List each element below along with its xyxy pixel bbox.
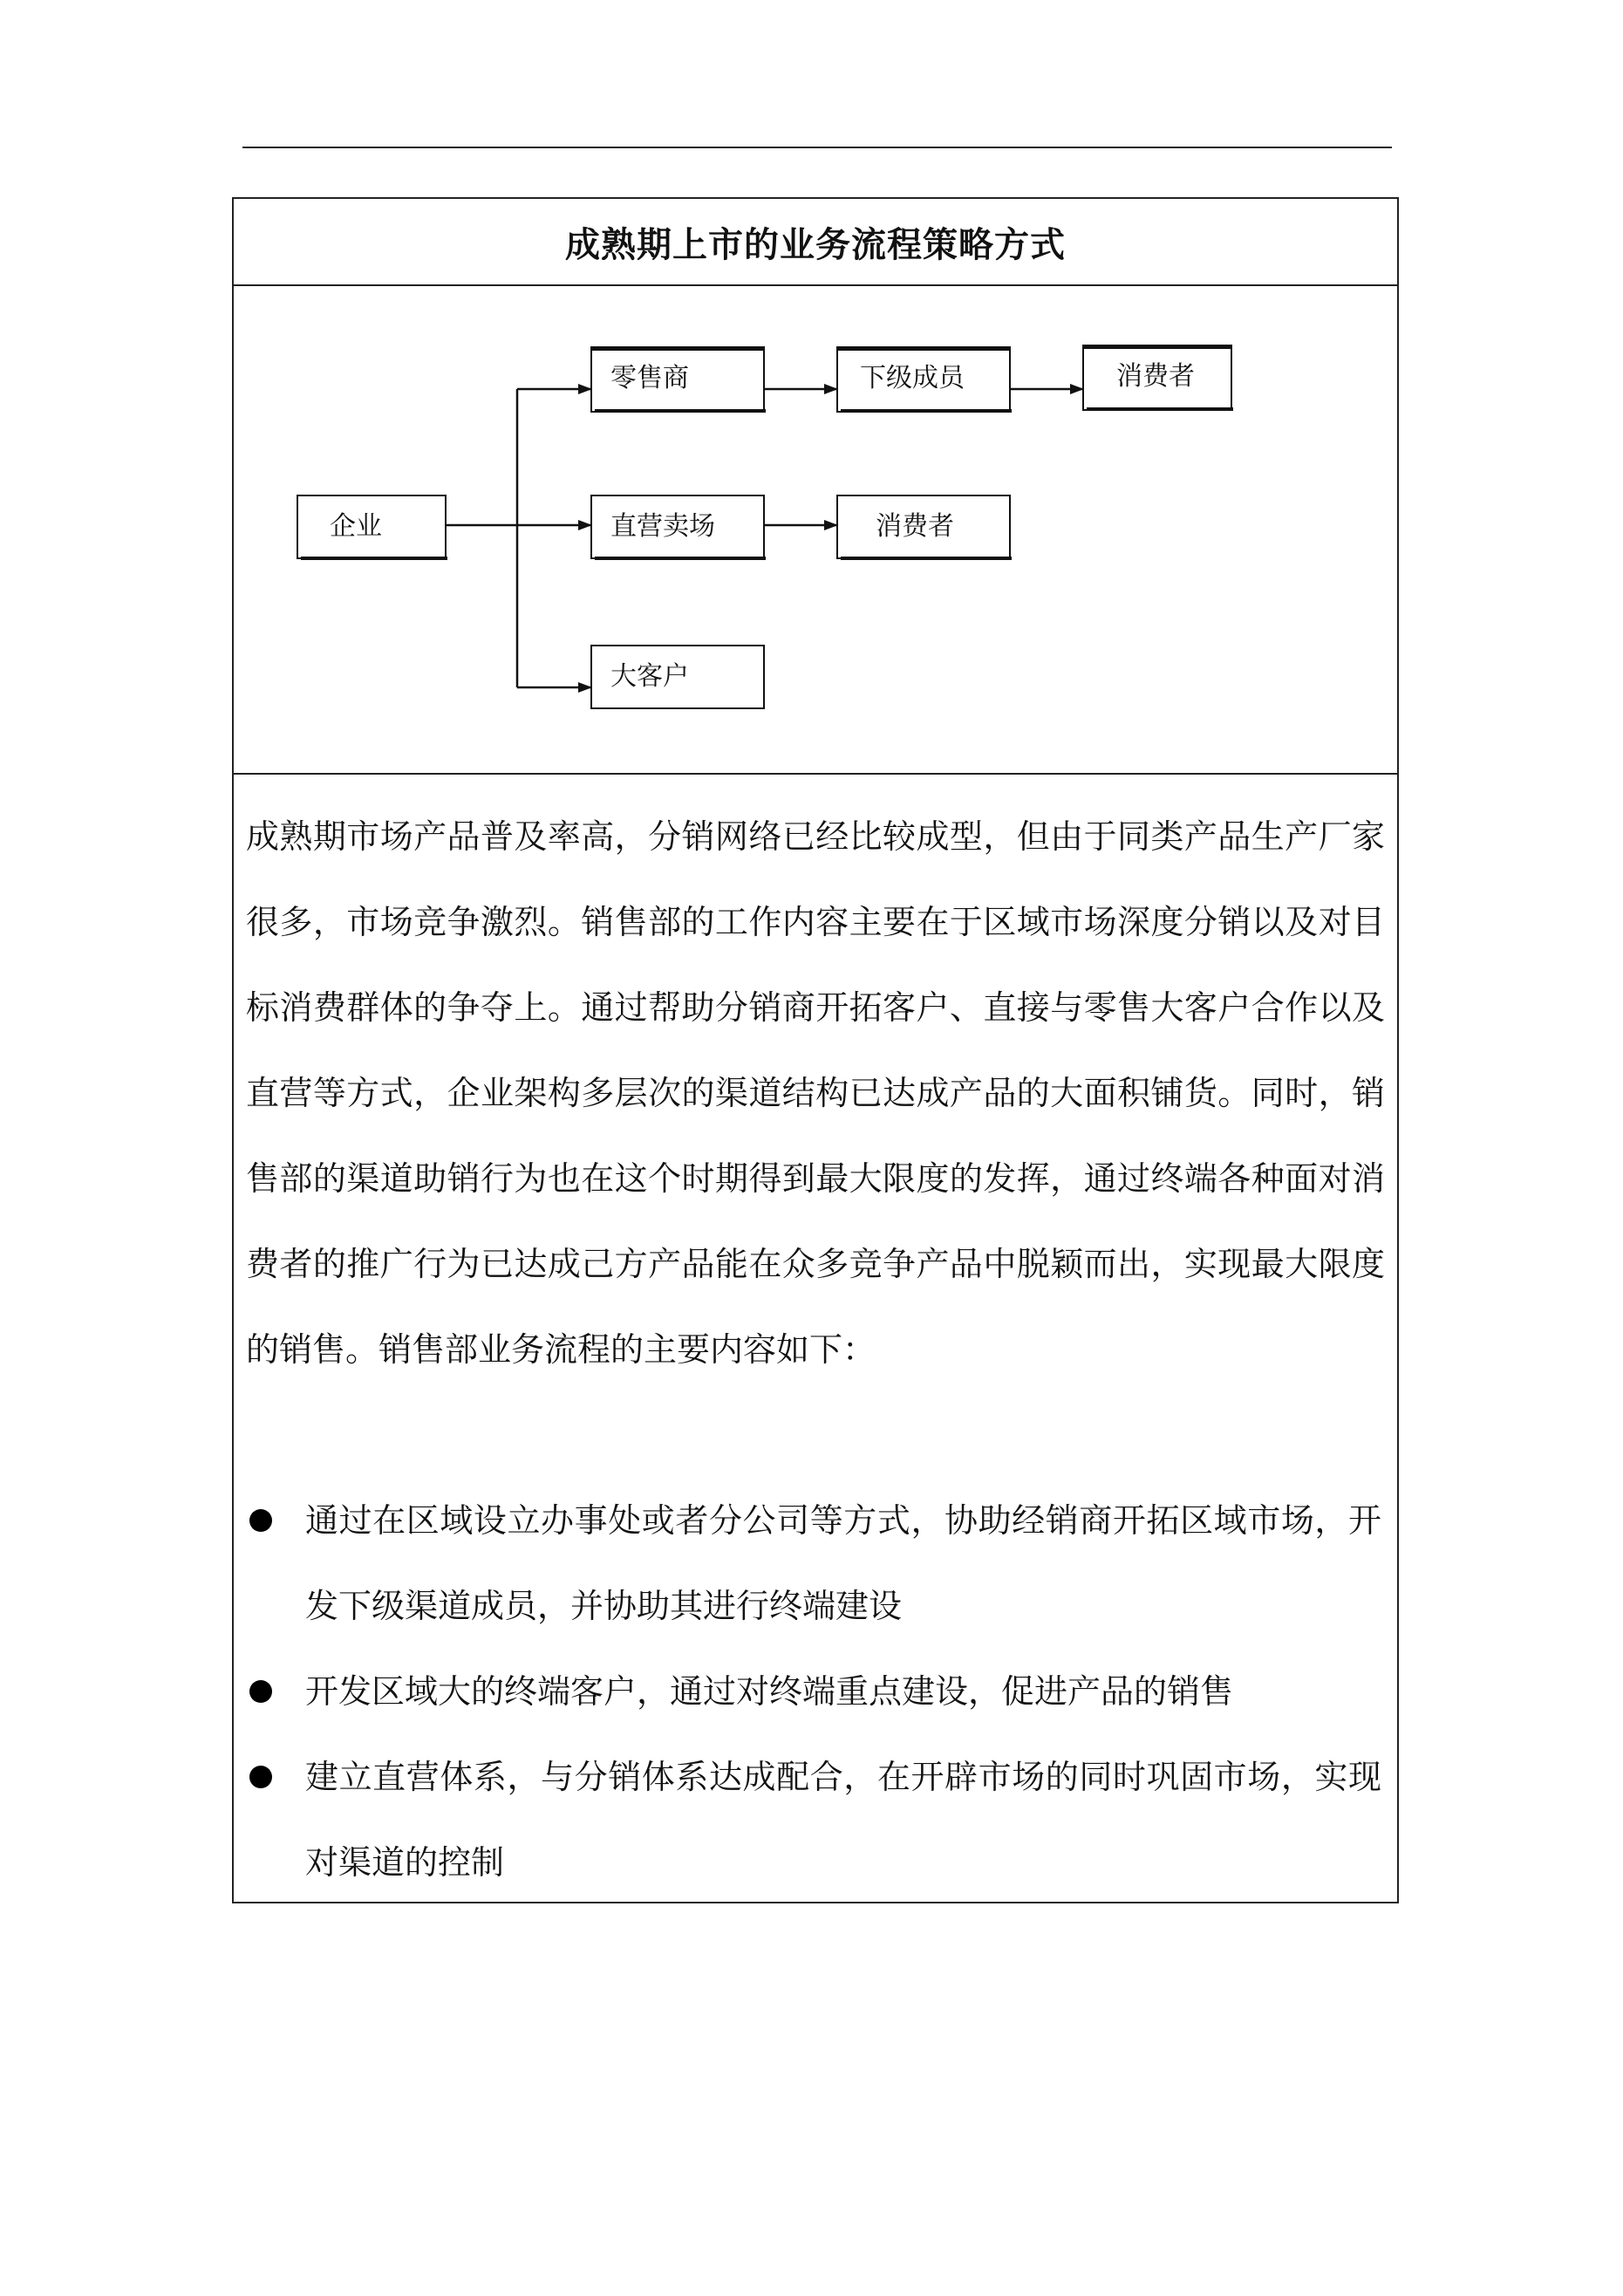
description-paragraph: 成熟期市场产品普及率高，分销网络已经比较成型，但由于同类产品生产厂家很多，市场竞争激烈。销售部的工作内容主要在于区域市场深度分销以及对目标消费群体的争夺上。通过帮助分销商开拓客户、直接与零售大客户合作以及直营等方式，企业架构多层次的渠道结构已达成产品的大面积铺货。同时，销售部的渠道助销行为也在这个时期得到最大限度的发挥，通过终端各种面对消费者的推广行为已达成己方产品能在众多竞争产品中脱颖而出，实现最大限度的销售。销售部业务流程的主要内容如下： [246, 817, 1385, 1369]
node-direct-store [591, 495, 766, 560]
svg-text:大客户: 大客户 [610, 661, 689, 692]
node-enterprise [297, 495, 447, 560]
bullet-dot-icon [249, 1509, 272, 1532]
svg-text:直营卖场: 直营卖场 [610, 511, 715, 542]
node-consumer-top [1083, 345, 1233, 411]
node-big-client [591, 646, 764, 708]
svg-text:消费者: 消费者 [876, 511, 954, 542]
list-item-text: 通过在区域设立办事处或者分公司等方式，协助经销商开拓区域市场，开发下级渠道成员，并协助其进行终端建设 [305, 1501, 1381, 1625]
svg-text:消费者: 消费者 [1116, 361, 1195, 392]
header-rule [242, 147, 1392, 148]
svg-text:零售商: 零售商 [610, 363, 689, 393]
list-item-text: 开发区域大的终端客户，通过对终端重点建设，促进产品的销售 [305, 1672, 1234, 1711]
svg-text:企业: 企业 [330, 511, 382, 542]
flow-diagram [234, 286, 1397, 773]
strategy-table [232, 197, 1399, 1903]
svg-text:下级成员: 下级成员 [860, 363, 965, 393]
node-retailer [591, 347, 766, 413]
bullet-dot-icon [249, 1766, 272, 1788]
list-item [234, 1734, 1397, 1905]
list-item-text: 建立直营体系，与分销体系达成配合，在开辟市场的同时巩固市场，实现对渠道的控制 [305, 1758, 1381, 1882]
node-sub-member [837, 347, 1012, 413]
process-bullet-list [234, 1478, 1397, 1905]
description-cell [234, 775, 1397, 1902]
node-consumer-middle [837, 495, 1012, 560]
table-title: 成熟期上市的业务流程策略方式 [234, 199, 1397, 286]
list-item [234, 1649, 1397, 1734]
list-item [234, 1478, 1397, 1649]
bullet-dot-icon [249, 1680, 272, 1703]
flow-diagram-cell [234, 286, 1397, 775]
